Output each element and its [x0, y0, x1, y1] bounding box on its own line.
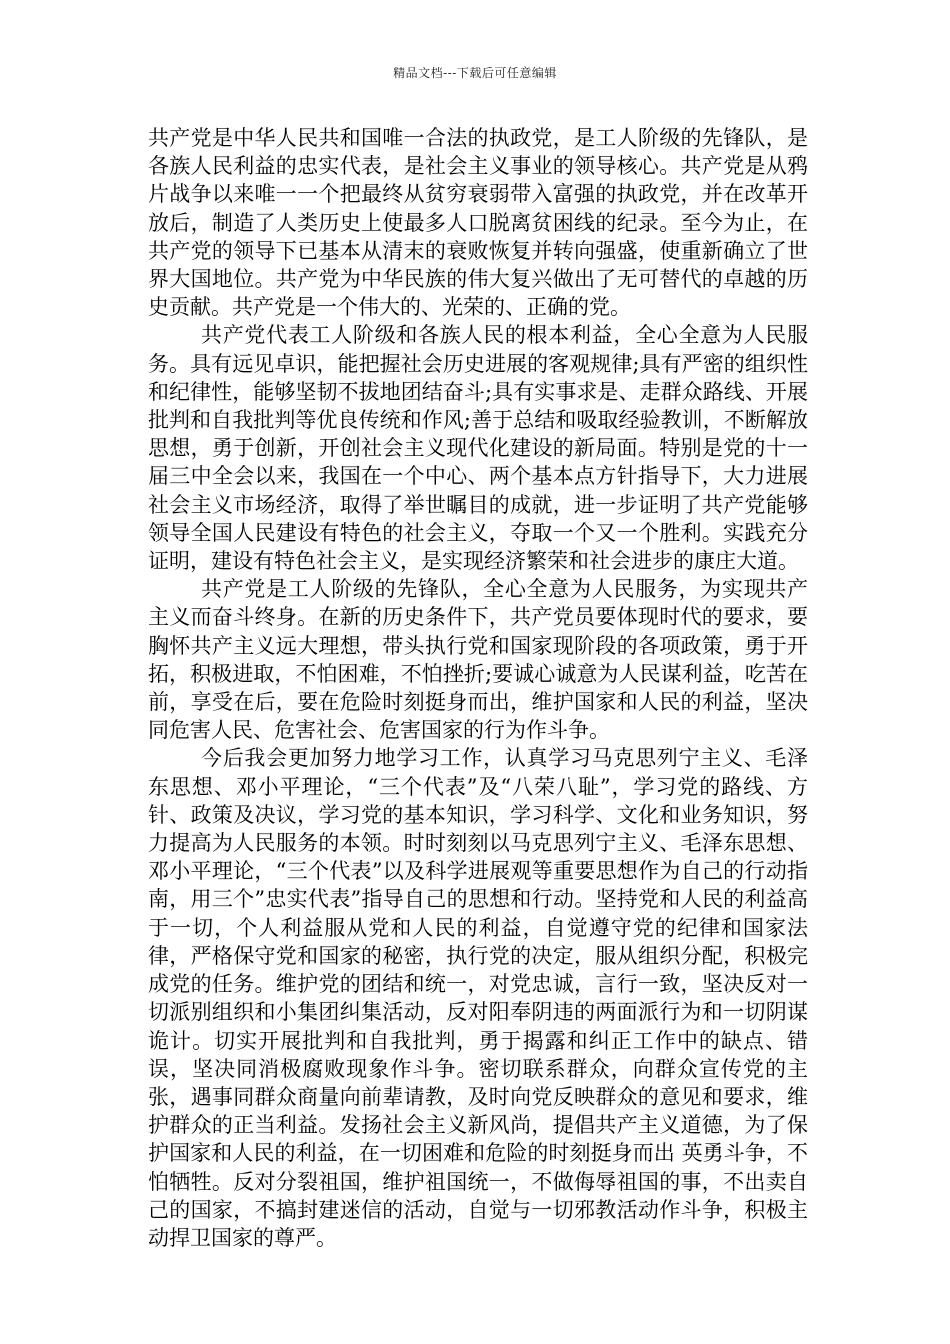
- document-body: [148, 124, 808, 1252]
- paragraph-2: 共产党代表工人阶级和各族人民的根本利益，全心全意为人民服务。具有远见卓识，能把握社会历史进展的客观规律;具有严密的组织性和纪律性，能够坚韧不拔地团结奋斗;具有实事求是、走群众路线、开展批判和自我批判等优良传统和作风;善于总结和吸取经验教训，不断解放思想，勇于创新，开创社会主义现代化建设的新局面。特别是党的十一届三中全会以来，我国在一个中心、两个基本点方针指导下，大力进展社会主义市场经济，取得了举世瞩目的成就，进一步证明了共产党能够领导全国人民建设有特色的社会主义，夺取一个又一个胜利。实践充分证明，建设有特色社会主义，是实现经济繁荣和社会进步的康庄大道。: [148, 323, 808, 574]
- paragraph-4: 今后我会更加努力地学习工作，认真学习马克思列宁主义、毛泽东思想、邓小平理论，“三个代表”及“八荣八耻”，学习党的路线、方针、政策及决议，学习党的基本知识，学习科学、文化和业务知识，努力提高为人民服务的本领。时时刻刻以马克思列宁主义、毛泽东思想、邓小平理论，“三个代表”以及科学进展观等重要思想作为自己的行动指南，用三个”忠实代表”指导自己的思想和行动。坚持党和人民的利益高于一切，个人利益服从党和人民的利益，自觉遵守党的纪律和国家法律，严格保守党和国家的秘密，执行党的决定，服从组织分配，积极完成党的任务。维护党的团结和统一，对党忠诚，言行一致，坚决反对一切派别组织和小集团纠集活动，反对阳奉阴违的两面派行为和一切阴谋诡计。切实开展批判和自我批判，勇于揭露和纠正工作中的缺点、错误，坚决同消极腐败现象作斗争。密切联系群众，向群众宣传党的主张，遇事同群众商量向前辈请教，及时向党反映群众的意见和要求，维护群众的正当利益。发扬社会主义新风尚，提倡共产主义道德，为了保护国家和人民的利益，在一切困难和危险的时刻挺身而出 英勇斗争，不怕牺牲。反对分裂祖国，维护祖国统一，不做侮辱祖国的事，不出卖自己的国家，不搞封建迷信的活动，自觉与一切邪教活动作斗争，积极主动捍卫国家的尊严。: [148, 746, 808, 1250]
- paragraph-1: 共产党是中华人民共和国唯一合法的执政党，是工人阶级的先锋队，是各族人民利益的忠实代表，是社会主义事业的领导核心。共产党是从鸦片战争以来唯一一个把最终从贫穷衰弱带入富强的执政党，并在改革开放后，制造了人类历史上使最多人口脱离贫困线的纪录。至今为止，在共产党的领导下已基本从清末的衰败恢复并转向强盛，使重新确立了世界大国地位。共产党为中华民族的伟大复兴做出了无可替代的卓越的历史贡献。共产党是一个伟大的、光荣的、正确的党。: [148, 126, 808, 320]
- page-header: 精品文档---下载后可任意编辑: [393, 66, 557, 80]
- paragraph-3: 共产党是工人阶级的先锋队，全心全意为人民服务，为实现共产主义而奋斗终身。在新的历史条件下，共产党员要体现时代的要求，要胸怀共产主义远大理想，带头执行党和国家现阶段的各项政策，勇于开拓，积极进取，不怕困难，不怕挫折;要诚心诚意为人民谋利益，吃苦在前，享受在后，要在危险时刻挺身而出，维护国家和人民的利益，坚决同危害人民、危害社会、危害国家的行为作斗争。: [148, 577, 808, 743]
